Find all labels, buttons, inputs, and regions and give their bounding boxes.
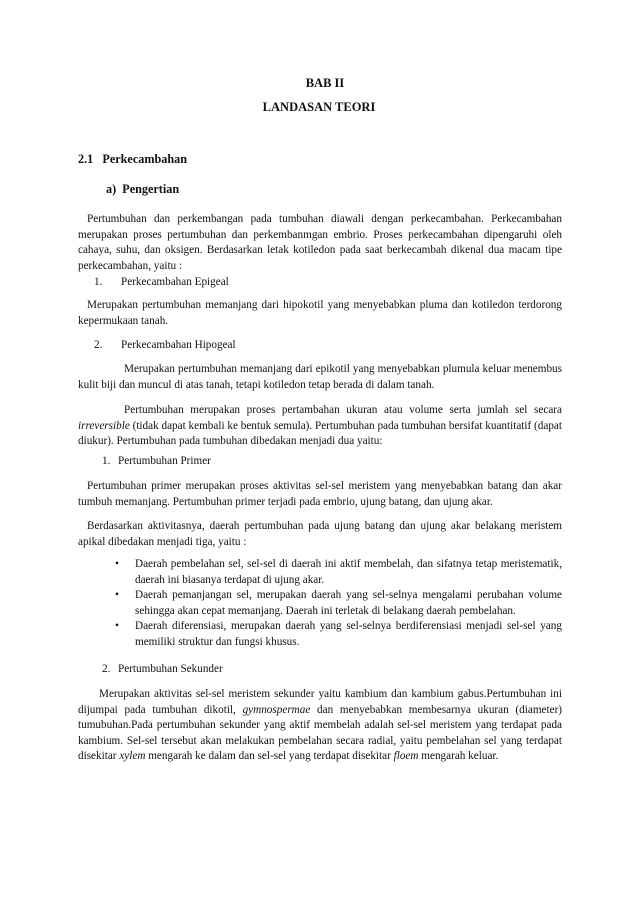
growth-type-primer — [102, 454, 402, 470]
list-number: 1. — [94, 276, 103, 288]
subsection-heading — [106, 182, 179, 198]
paragraph-hipogeal: Merupakan pertumbuhan memanjang dari epikotil yang menyebabkan plumula keluar menembus kulit biji dan muncul di atas tanah, tetapi kotiledon tetap berada di dalam tanah. — [78, 363, 562, 391]
paragraph-epigeal: Merupakan pertumbuhan memanjang dari hipokotil yang menyebabkan pluma dan kotiledon terdorong kepermukaan tanah. — [78, 299, 562, 327]
meristem-zone-list — [111, 557, 562, 650]
chapter-label: BAB II — [305, 76, 345, 90]
growth-text-1: Pertumbuhan merupakan proses pertambahan ukuran atau volume serta jumlah sel secara — [124, 404, 562, 416]
list-item — [111, 557, 562, 588]
sekunder-term-xylem: xylem — [119, 750, 146, 762]
list-label: Pertumbuhan Primer — [118, 455, 211, 467]
bullet-icon: • — [115, 558, 119, 570]
list-item — [111, 588, 562, 619]
section-heading — [78, 152, 187, 168]
sekunder-text-3: mengarah ke dalam dan sel-sel yang terdapat disekitar — [148, 750, 391, 762]
list-label: Perkecambahan Hipogeal — [121, 339, 236, 351]
paragraph-intro: Pertumbuhan dan perkembangan pada tumbuhan diawali dengan perkecambahan. Perkecambahan merupakan proses pertumbuhan dan perkembanmgan embrio. Proses perkecambahan dipengaruhi oleh cahaya, suhu, dan oksigen. Berdasarkan letak kotiledon pada saat berkecambah dikenal dua macam tipe perkecambahan, yaitu : — [78, 213, 562, 272]
zone-text: Daerah pembelahan sel, sel-sel di daerah ini aktif membelah, dan sifatnya tetap meristematik, daerah ini biasanya terdapat di ujung akar. — [135, 558, 562, 586]
bullet-icon: • — [115, 589, 119, 601]
sekunder-text-2: dan menyebabkan membesarnya ukuran (diameter) tumubuhan.Pada pertumbuhan sekunder yang aktif membelah adalah sel-sel meristem yang terdapat pada kambium. Sel-sel tersebut akan melakukan pembelahan secara radial, yaitu pembelahan sel yang terdapat disekitar — [78, 703, 563, 762]
subsection-title: Pengertian — [122, 182, 180, 196]
list-item — [111, 619, 562, 650]
bullet-icon: • — [115, 620, 119, 632]
list-number: 1. — [102, 455, 111, 467]
section-number: 2.1 — [78, 152, 94, 166]
germination-type-hipogeal — [94, 338, 394, 354]
paragraph-growth — [78, 403, 562, 450]
list-label: Perkecambahan Epigeal — [121, 276, 229, 288]
list-number: 2. — [102, 663, 111, 675]
sekunder-text-4: mengarah keluar. — [421, 750, 499, 762]
paragraph-sekunder — [78, 687, 562, 765]
growth-text-2: (tidak dapat kembali ke bentuk semula). Pertumbuhan pada tumbuhan bersifat kuantitatif (dapat diukur). Pertumbuhan pada tumbuhan dibedakan menjadi dua yaitu: — [78, 419, 563, 447]
section-title: Perkecambahan — [102, 152, 188, 166]
chapter-title: LANDASAN TEORI — [262, 100, 376, 114]
paragraph-activity: Berdasarkan aktivitasnya, daerah pertumbuhan pada ujung batang dan ujung akar belakang meristem apikal dibedakan menjadi tiga, yaitu : — [78, 520, 562, 548]
list-number: 2. — [94, 339, 103, 351]
sekunder-term-floem: floem — [393, 750, 419, 762]
paragraph-primer: Pertumbuhan primer merupakan proses aktivitas sel-sel meristem yang menyebabkan batang dan akar tumbuh memanjang. Pertumbuhan primer terjadi pada embrio, ujung batang, dan ujung akar. — [78, 480, 562, 508]
germination-type-epigeal — [94, 275, 394, 291]
zone-text: Daerah pemanjangan sel, merupakan daerah yang sel-selnya mengalami perubahan volume sehingga akan cepat memanjang. Daerah ini terletak di belakang daerah pembelahan. — [135, 589, 562, 617]
growth-type-sekunder — [102, 662, 402, 678]
zone-text: Daerah diferensiasi, merupakan daerah yang sel-selnya berdiferensiasi menjadi sel-sel yang memiliki struktur dan fungsi khusus. — [135, 620, 562, 648]
list-label: Pertumbuhan Sekunder — [118, 663, 223, 675]
sekunder-term-gymnospermae: gymnospermae — [242, 703, 311, 716]
growth-term-irreversible: irreversible — [78, 419, 130, 432]
subsection-label: a) — [106, 182, 117, 196]
sekunder-text-1: Merupakan aktivitas sel-sel meristem sekunder yaitu kambium dan kambium gabus.Pertumbuhan ini dijumpai pada tumbuhan dikotil, — [78, 688, 562, 716]
